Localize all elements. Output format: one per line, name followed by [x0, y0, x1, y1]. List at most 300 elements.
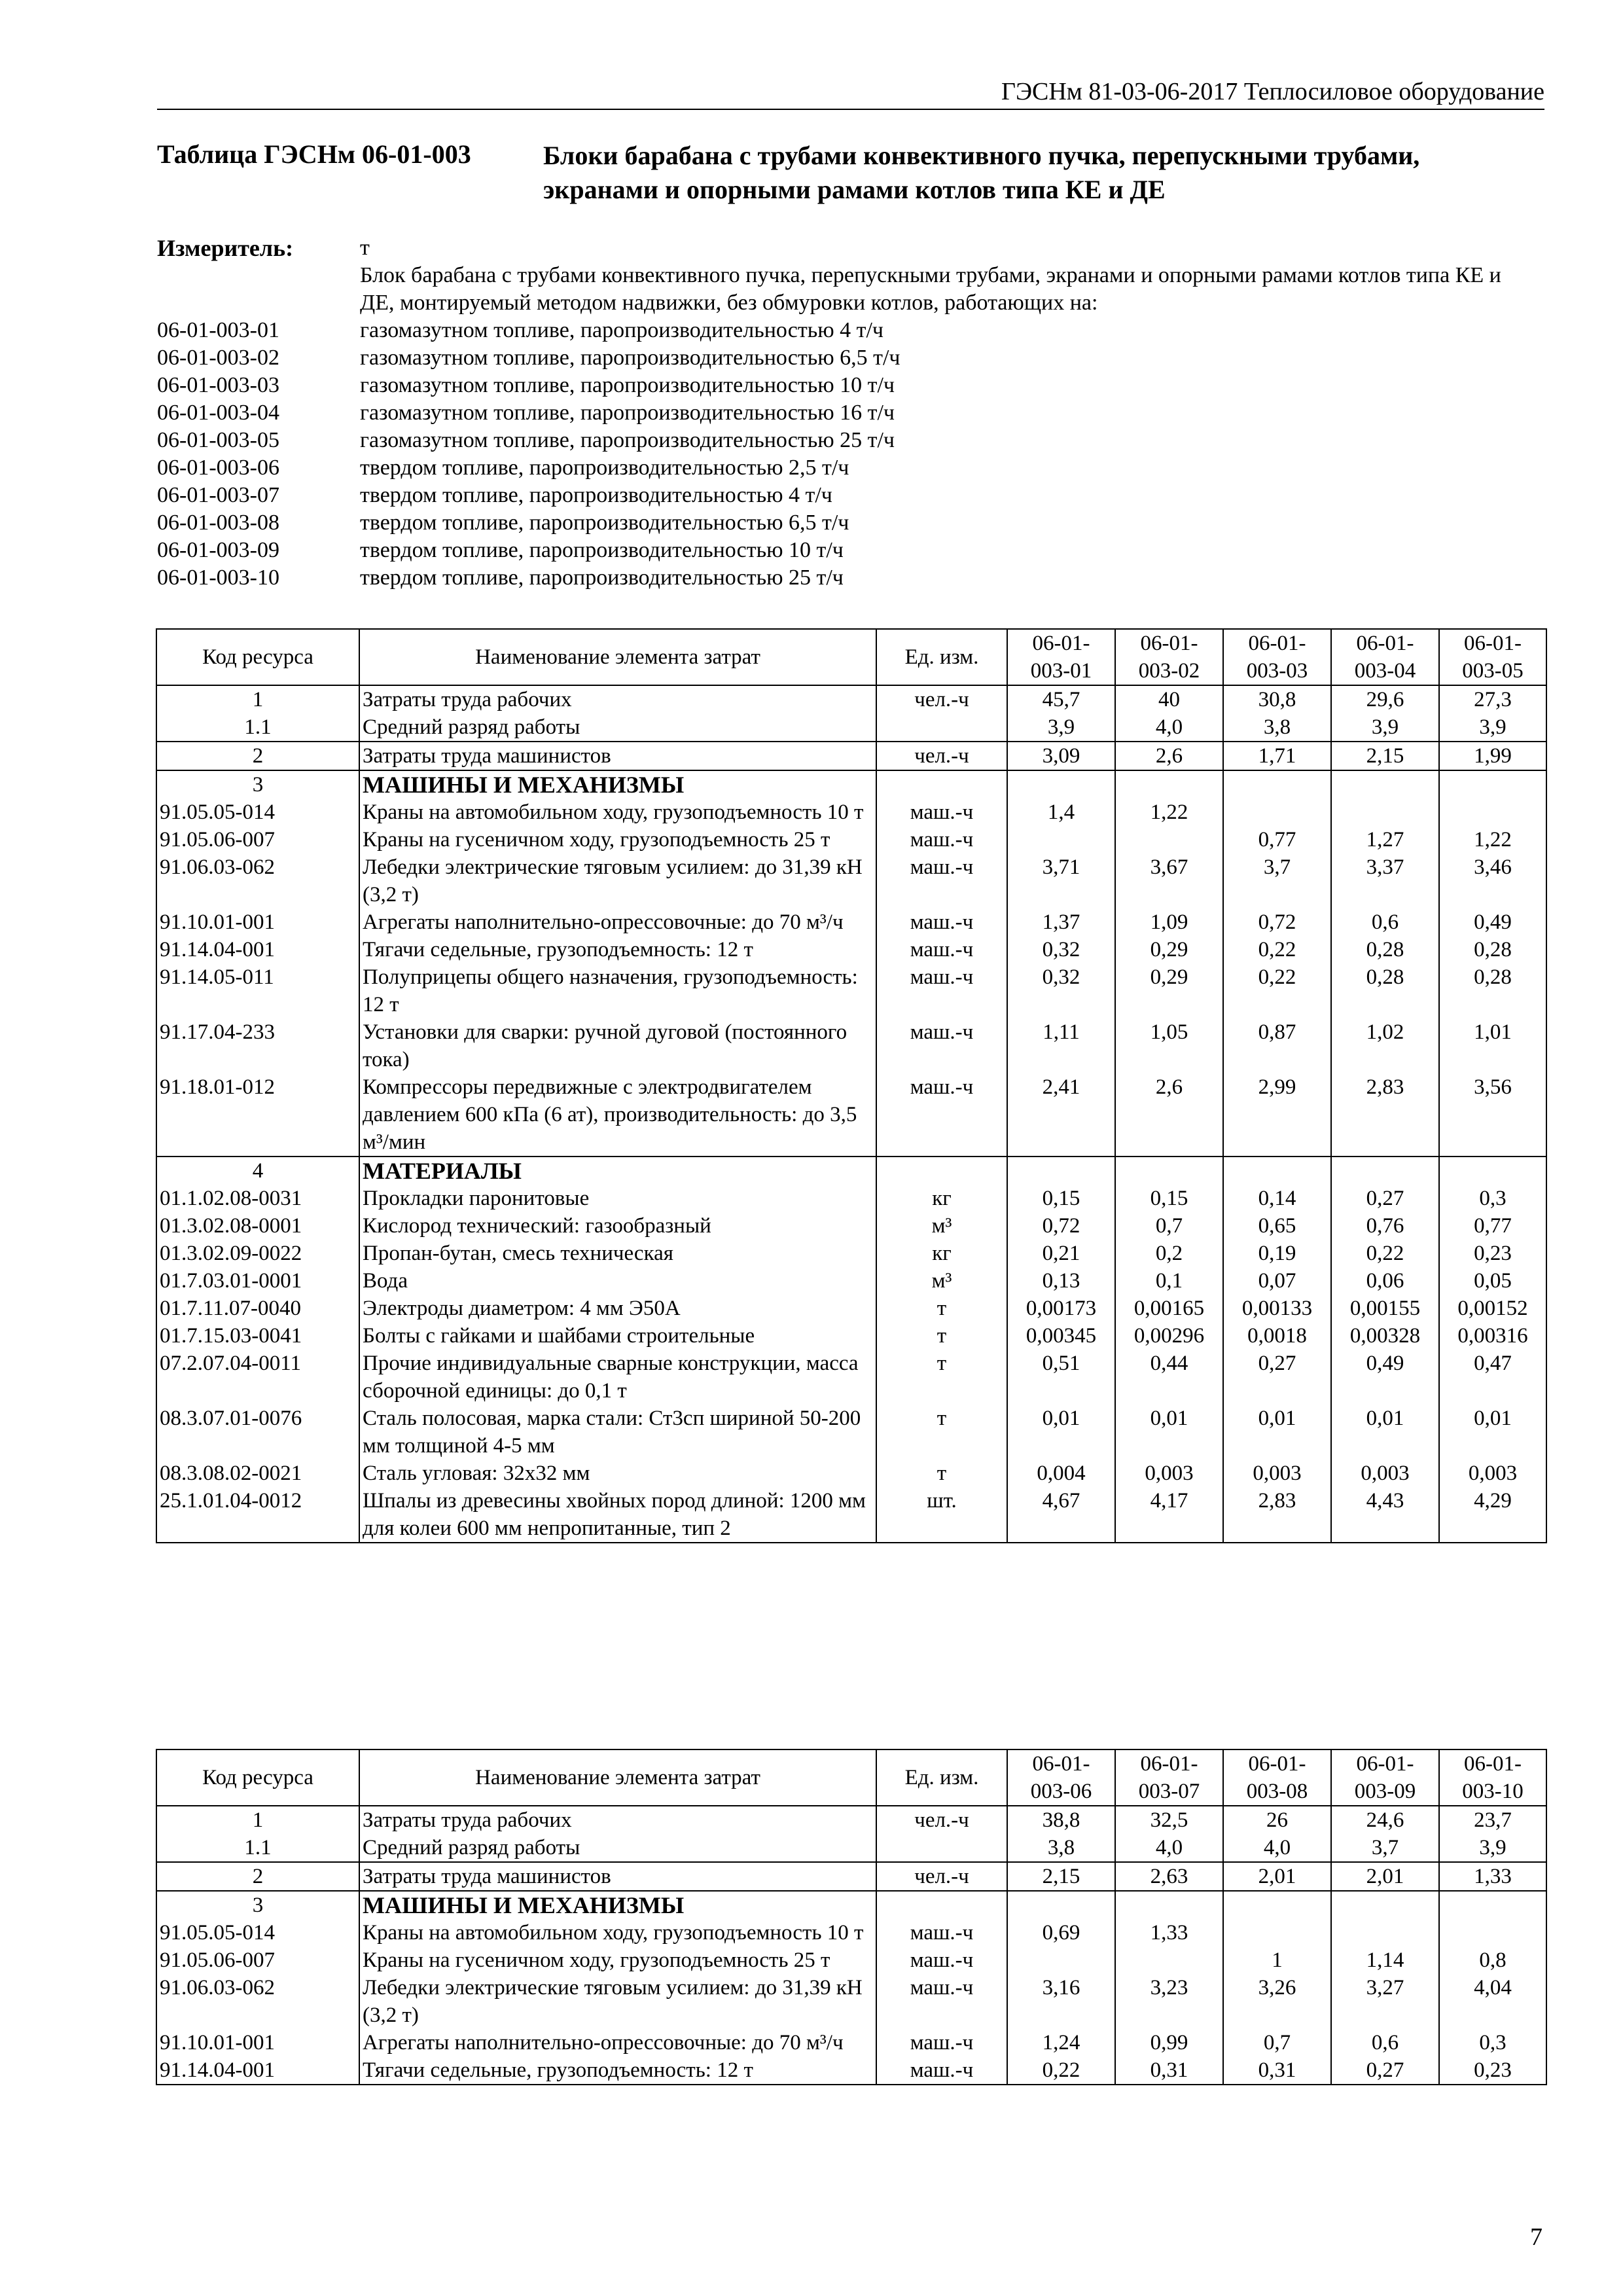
resource-code: 01.7.15.03-0041	[156, 1322, 359, 1350]
table-name: Блоки барабана с трубами конвективного пучка, перепускными трубами, экранами и опорными рамами котлов типа КЕ и ДЕ	[543, 141, 1420, 204]
resource-value: 3,9	[1439, 1834, 1546, 1862]
resource-value: 0,32	[1007, 936, 1115, 963]
resource-value: 1,27	[1331, 826, 1439, 853]
resource-code: 2	[156, 742, 359, 770]
resource-unit: м³	[876, 1267, 1007, 1295]
resource-value: 0,01	[1115, 1405, 1223, 1460]
col-header-norm: 06-01- 003-01	[1007, 629, 1115, 685]
norm-description: твердом топливе, паропроизводительностью 2,5 т/ч	[360, 456, 849, 480]
resource-value: 0,0018	[1223, 1322, 1331, 1350]
resource-value: 4,0	[1115, 1834, 1223, 1862]
resource-value: 0,32	[1007, 963, 1115, 1018]
resource-name: Прокладки паронитовые	[359, 1185, 876, 1212]
resource-value: 40	[1115, 685, 1223, 713]
resource-unit: чел.-ч	[876, 742, 1007, 770]
col-header-unit: Ед. изм.	[876, 1749, 1007, 1806]
resource-value: 3,67	[1115, 853, 1223, 908]
resource-value	[1439, 770, 1546, 798]
table-row	[156, 936, 1546, 963]
resource-code: 91.14.05-011	[156, 963, 359, 1018]
resource-value: 0,15	[1007, 1185, 1115, 1212]
norm-code: 06-01-003-06	[157, 456, 279, 480]
table-row	[156, 1405, 1546, 1460]
resource-value	[1223, 798, 1331, 826]
resource-value: 2,99	[1223, 1073, 1331, 1157]
resource-name: Компрессоры передвижные с электродвигателем давлением 600 кПа (6 ат), производительность: до 3,5 м³/мин	[359, 1073, 876, 1157]
resource-code: 01.7.11.07-0040	[156, 1295, 359, 1322]
resource-unit: т	[876, 1460, 1007, 1487]
resource-value: 24,6	[1331, 1806, 1439, 1834]
resource-value: 1,37	[1007, 908, 1115, 936]
resource-code: 91.17.04-233	[156, 1018, 359, 1073]
table-row	[156, 826, 1546, 853]
table-row	[156, 1919, 1546, 1946]
table-row	[156, 908, 1546, 936]
table-row	[156, 1018, 1546, 1073]
resource-value: 0,13	[1007, 1267, 1115, 1295]
resource-value: 3,26	[1223, 1974, 1331, 2029]
table-row	[156, 770, 1546, 798]
table-row	[156, 853, 1546, 908]
table-row	[156, 1974, 1546, 2029]
resource-code: 91.10.01-001	[156, 908, 359, 936]
resource-value: 0,003	[1115, 1460, 1223, 1487]
resource-name: Лебедки электрические тяговым усилием: до 31,39 кН (3,2 т)	[359, 1974, 876, 2029]
resource-code: 91.05.05-014	[156, 1919, 359, 1946]
resource-value: 0,003	[1223, 1460, 1331, 1487]
resource-value: 0,00345	[1007, 1322, 1115, 1350]
section-heading: МАШИНЫ И МЕХАНИЗМЫ	[359, 770, 876, 798]
resource-value: 0,19	[1223, 1240, 1331, 1267]
resource-table-1	[156, 628, 1547, 1543]
resource-value: 0,28	[1439, 963, 1546, 1018]
resource-value	[1007, 1157, 1115, 1185]
resource-value: 4,29	[1439, 1487, 1546, 1543]
resource-unit	[876, 1157, 1007, 1185]
resource-value: 3,46	[1439, 853, 1546, 908]
resource-value: 4,0	[1223, 1834, 1331, 1862]
resource-code: 91.05.06-007	[156, 826, 359, 853]
resource-value: 0,47	[1439, 1350, 1546, 1405]
resource-unit: маш.-ч	[876, 2029, 1007, 2056]
resource-value: 0,7	[1223, 2029, 1331, 2056]
resource-unit: шт.	[876, 1487, 1007, 1543]
table-row	[156, 1322, 1546, 1350]
norm-description: газомазутном топливе, паропроизводительностью 4 т/ч	[360, 318, 884, 342]
resource-unit: маш.-ч	[876, 853, 1007, 908]
norm-code: 06-01-003-07	[157, 483, 279, 507]
resource-value: 1,09	[1115, 908, 1223, 936]
table-row	[156, 1946, 1546, 1974]
resource-value: 30,8	[1223, 685, 1331, 713]
resource-name: Вода	[359, 1267, 876, 1295]
resource-code: 25.1.01.04-0012	[156, 1487, 359, 1543]
resource-value: 0,22	[1223, 963, 1331, 1018]
resource-value: 3,9	[1007, 713, 1115, 742]
resource-unit	[876, 1834, 1007, 1862]
table-row	[156, 1891, 1546, 1919]
resource-name: Затраты труда машинистов	[359, 742, 876, 770]
resource-name: Затраты труда машинистов	[359, 1862, 876, 1891]
resource-value	[1115, 1946, 1223, 1974]
table-row	[156, 1267, 1546, 1295]
resource-name: Установки для сварки: ручной дуговой (постоянного тока)	[359, 1018, 876, 1073]
resource-value: 0,29	[1115, 963, 1223, 1018]
table-row	[156, 685, 1546, 713]
resource-value	[1331, 770, 1439, 798]
resource-value	[1223, 770, 1331, 798]
resource-value: 0,06	[1331, 1267, 1439, 1295]
resource-value	[1439, 1919, 1546, 1946]
resource-value	[1439, 1157, 1546, 1185]
table-row	[156, 713, 1546, 742]
resource-value: 1,24	[1007, 2029, 1115, 2056]
resource-value: 0,28	[1439, 936, 1546, 963]
resource-value: 4,67	[1007, 1487, 1115, 1543]
resource-unit: маш.-ч	[876, 2056, 1007, 2085]
resource-name: Сталь полосовая, марка стали: Ст3сп шириной 50-200 мм толщиной 4-5 мм	[359, 1405, 876, 1460]
table-row	[156, 1157, 1546, 1185]
resource-table-2	[156, 1749, 1547, 2085]
norm-item	[157, 399, 1544, 427]
resource-name: Средний разряд работы	[359, 1834, 876, 1862]
resource-code: 1	[156, 685, 359, 713]
norm-code: 06-01-003-03	[157, 373, 279, 397]
resource-value: 1,05	[1115, 1018, 1223, 1073]
resource-code: 4	[156, 1157, 359, 1185]
resource-value: 2,83	[1223, 1487, 1331, 1543]
resource-value: 3,23	[1115, 1974, 1223, 2029]
resource-code: 91.10.01-001	[156, 2029, 359, 2056]
resource-unit: чел.-ч	[876, 1806, 1007, 1834]
resource-value: 0,3	[1439, 2029, 1546, 2056]
table-row	[156, 1295, 1546, 1322]
resource-value	[1331, 1919, 1439, 1946]
resource-code: 91.06.03-062	[156, 853, 359, 908]
resource-value: 0,1	[1115, 1267, 1223, 1295]
resource-name: Тягачи седельные, грузоподъемность: 12 т	[359, 2056, 876, 2085]
resource-value: 0,00173	[1007, 1295, 1115, 1322]
resource-unit: маш.-ч	[876, 1073, 1007, 1157]
resource-value: 0,23	[1439, 1240, 1546, 1267]
resource-value: 1,02	[1331, 1018, 1439, 1073]
resource-value: 4,04	[1439, 1974, 1546, 2029]
resource-value: 0,15	[1115, 1185, 1223, 1212]
norm-item	[157, 427, 1544, 454]
resource-value: 0,01	[1223, 1405, 1331, 1460]
norm-description: газомазутном топливе, паропроизводительностью 10 т/ч	[360, 373, 895, 397]
section-heading: МАТЕРИАЛЫ	[359, 1157, 876, 1185]
resource-code: 01.3.02.08-0001	[156, 1212, 359, 1240]
resource-value	[1115, 1891, 1223, 1919]
header-text: ГЭСНм 81-03-06-2017 Теплосиловое оборудование	[1001, 78, 1544, 105]
resource-value: 3,27	[1331, 1974, 1439, 2029]
table-row	[156, 1460, 1546, 1487]
resource-code: 91.14.04-001	[156, 936, 359, 963]
resource-value: 1	[1223, 1946, 1331, 1974]
resource-value	[1439, 1891, 1546, 1919]
resource-value	[1331, 1157, 1439, 1185]
resource-unit: маш.-ч	[876, 798, 1007, 826]
norm-description: твердом топливе, паропроизводительностью 25 т/ч	[360, 565, 844, 590]
resource-code: 91.05.06-007	[156, 1946, 359, 1974]
resource-value: 2,6	[1115, 1073, 1223, 1157]
resource-value: 0,22	[1223, 936, 1331, 963]
resource-value	[1007, 770, 1115, 798]
norm-description: газомазутном топливе, паропроизводительностью 16 т/ч	[360, 401, 895, 425]
resource-value: 0,87	[1223, 1018, 1331, 1073]
resource-code: 01.3.02.09-0022	[156, 1240, 359, 1267]
resource-value: 0,22	[1331, 1240, 1439, 1267]
table-row	[156, 963, 1546, 1018]
resource-value: 27,3	[1439, 685, 1546, 713]
col-header-norm: 06-01- 003-04	[1331, 629, 1439, 685]
col-header-norm: 06-01- 003-10	[1439, 1749, 1546, 1806]
resource-value: 0,7	[1115, 1212, 1223, 1240]
resource-value: 0,00152	[1439, 1295, 1546, 1322]
col-header-unit: Ед. изм.	[876, 629, 1007, 685]
resource-name: Шпалы из древесины хвойных пород длиной: 1200 мм для колеи 600 мм непропитанные, тип 2	[359, 1487, 876, 1543]
table-row	[156, 1240, 1546, 1267]
resource-value: 0,003	[1331, 1460, 1439, 1487]
resource-value: 23,7	[1439, 1806, 1546, 1834]
resource-name: Электроды диаметром: 4 мм Э50А	[359, 1295, 876, 1322]
resource-value: 0,07	[1223, 1267, 1331, 1295]
resource-value: 0,23	[1439, 2056, 1546, 2085]
resource-value	[1007, 1946, 1115, 1974]
col-header-norm: 06-01- 003-03	[1223, 629, 1331, 685]
resource-value: 1,99	[1439, 742, 1546, 770]
resource-code: 91.06.03-062	[156, 1974, 359, 2029]
resource-value: 2,15	[1007, 1862, 1115, 1891]
resource-value	[1331, 798, 1439, 826]
resource-code: 2	[156, 1862, 359, 1891]
resource-unit: чел.-ч	[876, 685, 1007, 713]
resource-unit: чел.-ч	[876, 1862, 1007, 1891]
resource-unit: маш.-ч	[876, 936, 1007, 963]
resource-code: 1.1	[156, 1834, 359, 1862]
resource-value: 1,33	[1439, 1862, 1546, 1891]
resource-value: 0,65	[1223, 1212, 1331, 1240]
resource-value: 0,28	[1331, 963, 1439, 1018]
norm-description: твердом топливе, паропроизводительностью 4 т/ч	[360, 483, 832, 507]
resource-value: 0,31	[1115, 2056, 1223, 2085]
resource-value: 4,43	[1331, 1487, 1439, 1543]
resource-value: 0,05	[1439, 1267, 1546, 1295]
norm-code: 06-01-003-09	[157, 538, 279, 562]
resource-value: 2,01	[1223, 1862, 1331, 1891]
resource-name: Болты с гайками и шайбами строительные	[359, 1322, 876, 1350]
resource-code: 08.3.07.01-0076	[156, 1405, 359, 1460]
meter-unit: т	[360, 236, 370, 260]
resource-name: Краны на гусеничном ходу, грузоподъемность 25 т	[359, 1946, 876, 1974]
resource-value: 0,6	[1331, 908, 1439, 936]
resource-name: Краны на гусеничном ходу, грузоподъемность 25 т	[359, 826, 876, 853]
norm-code: 06-01-003-04	[157, 401, 279, 425]
resource-name: Затраты труда рабочих	[359, 1806, 876, 1834]
resource-value: 2,63	[1115, 1862, 1223, 1891]
resource-unit	[876, 770, 1007, 798]
resource-name: Тягачи седельные, грузоподъемность: 12 т	[359, 936, 876, 963]
resource-value	[1439, 798, 1546, 826]
resource-value: 0,72	[1223, 908, 1331, 936]
norm-item	[157, 537, 1544, 564]
resource-unit: маш.-ч	[876, 1946, 1007, 1974]
col-header-code: Код ресурса	[156, 629, 359, 685]
resource-value: 3,8	[1007, 1834, 1115, 1862]
norm-code: 06-01-003-05	[157, 428, 279, 452]
resource-value: 0,004	[1007, 1460, 1115, 1487]
col-header-norm: 06-01- 003-07	[1115, 1749, 1223, 1806]
resource-value: 0,28	[1331, 936, 1439, 963]
resource-value: 0,44	[1115, 1350, 1223, 1405]
resource-name: Краны на автомобильном ходу, грузоподъемность 10 т	[359, 798, 876, 826]
resource-unit: маш.-ч	[876, 963, 1007, 1018]
resource-value: 1,14	[1331, 1946, 1439, 1974]
page-number: 7	[1530, 2223, 1543, 2251]
resource-unit: маш.-ч	[876, 826, 1007, 853]
table-row	[156, 1806, 1546, 1834]
resource-name: Агрегаты наполнительно-опрессовочные: до 70 м³/ч	[359, 2029, 876, 2056]
resource-value: 0,76	[1331, 1212, 1439, 1240]
resource-value: 3,9	[1331, 713, 1439, 742]
resource-value: 38,8	[1007, 1806, 1115, 1834]
resource-code: 3	[156, 1891, 359, 1919]
norm-item	[157, 344, 1544, 372]
table-row	[156, 1212, 1546, 1240]
resource-name: Средний разряд работы	[359, 713, 876, 742]
resource-unit: маш.-ч	[876, 1919, 1007, 1946]
col-header-code: Код ресурса	[156, 1749, 359, 1806]
resource-value: 0,49	[1331, 1350, 1439, 1405]
norm-item	[157, 509, 1544, 537]
resource-value: 0,51	[1007, 1350, 1115, 1405]
norm-list	[157, 317, 1544, 592]
resource-code: 3	[156, 770, 359, 798]
col-header-norm: 06-01- 003-02	[1115, 629, 1223, 685]
resource-value: 4,0	[1115, 713, 1223, 742]
resource-unit: т	[876, 1322, 1007, 1350]
norm-item	[157, 482, 1544, 509]
resource-value: 0,01	[1439, 1405, 1546, 1460]
resource-value	[1007, 1891, 1115, 1919]
resource-value: 0,27	[1331, 2056, 1439, 2085]
resource-value: 0,00133	[1223, 1295, 1331, 1322]
resource-value: 1,01	[1439, 1018, 1546, 1073]
norm-code: 06-01-003-08	[157, 511, 279, 535]
resource-value: 0,27	[1223, 1350, 1331, 1405]
table-row	[156, 742, 1546, 770]
resource-unit: т	[876, 1295, 1007, 1322]
resource-name: Полуприцепы общего назначения, грузоподъемность: 12 т	[359, 963, 876, 1018]
resource-code: 91.18.01-012	[156, 1073, 359, 1157]
resource-name: Пропан-бутан, смесь техническая	[359, 1240, 876, 1267]
resource-code: 07.2.07.04-0011	[156, 1350, 359, 1405]
norm-description: твердом топливе, паропроизводительностью 6,5 т/ч	[360, 511, 849, 535]
resource-value: 3,71	[1007, 853, 1115, 908]
col-header-norm: 06-01- 003-08	[1223, 1749, 1331, 1806]
resource-value: 0,003	[1439, 1460, 1546, 1487]
norm-item	[157, 317, 1544, 344]
norm-item	[157, 564, 1544, 592]
resource-unit	[876, 1891, 1007, 1919]
col-header-norm: 06-01- 003-06	[1007, 1749, 1115, 1806]
resource-value: 3,7	[1223, 853, 1331, 908]
resource-value: 0,14	[1223, 1185, 1331, 1212]
resource-value: 0,01	[1331, 1405, 1439, 1460]
resource-value: 2,01	[1331, 1862, 1439, 1891]
resource-unit	[876, 713, 1007, 742]
resource-value: 45,7	[1007, 685, 1115, 713]
resource-value: 0,00296	[1115, 1322, 1223, 1350]
resource-value: 26	[1223, 1806, 1331, 1834]
resource-value: 0,29	[1115, 936, 1223, 963]
col-header-name: Наименование элемента затрат	[359, 1749, 876, 1806]
resource-value	[1331, 1891, 1439, 1919]
meter-intro: Блок барабана с трубами конвективного пучка, перепускными трубами, экранами и опорными рамами котлов типа КЕ и ДЕ, монтируемый методом надвижки, без обмуровки котлов, работающих на:	[360, 263, 1501, 315]
resource-value: 3,09	[1007, 742, 1115, 770]
resource-value: 3,7	[1331, 1834, 1439, 1862]
resource-value: 2,83	[1331, 1073, 1439, 1157]
resource-value: 1,11	[1007, 1018, 1115, 1073]
resource-value: 2,6	[1115, 742, 1223, 770]
resource-value: 1,33	[1115, 1919, 1223, 1946]
resource-name: Краны на автомобильном ходу, грузоподъемность 10 т	[359, 1919, 876, 1946]
table-row	[156, 1834, 1546, 1862]
resource-name: Сталь угловая: 32х32 мм	[359, 1460, 876, 1487]
table-row	[156, 2029, 1546, 2056]
resource-unit: кг	[876, 1240, 1007, 1267]
resource-value: 0,99	[1115, 2029, 1223, 2056]
resource-value: 0,00165	[1115, 1295, 1223, 1322]
norm-description: газомазутном топливе, паропроизводительностью 6,5 т/ч	[360, 346, 901, 370]
resource-value: 0,00328	[1331, 1322, 1439, 1350]
resource-value: 3,8	[1223, 713, 1331, 742]
resource-value: 0,49	[1439, 908, 1546, 936]
table-row	[156, 1862, 1546, 1891]
resource-name: Прочие индивидуальные сварные конструкции, масса сборочной единицы: до 0,1 т	[359, 1350, 876, 1405]
resource-value: 1,22	[1115, 798, 1223, 826]
resource-code: 1	[156, 1806, 359, 1834]
col-header-norm: 06-01- 003-09	[1331, 1749, 1439, 1806]
resource-value: 0,6	[1331, 2029, 1439, 2056]
resource-value	[1223, 1157, 1331, 1185]
table-row	[156, 1350, 1546, 1405]
table-row	[156, 1073, 1546, 1157]
resource-code: 91.14.04-001	[156, 2056, 359, 2085]
resource-value	[1115, 770, 1223, 798]
resource-unit: маш.-ч	[876, 908, 1007, 936]
resource-value: 0,31	[1223, 2056, 1331, 2085]
resource-value: 0,00155	[1331, 1295, 1439, 1322]
resource-value: 0,69	[1007, 1919, 1115, 1946]
resource-value	[1223, 1891, 1331, 1919]
table-row	[156, 1185, 1546, 1212]
resource-name: Кислород технический: газообразный	[359, 1212, 876, 1240]
col-header-norm: 06-01- 003-05	[1439, 629, 1546, 685]
resource-code: 08.3.08.02-0021	[156, 1460, 359, 1487]
page-header	[157, 63, 1544, 110]
resource-value: 0,8	[1439, 1946, 1546, 1974]
resource-value: 0,3	[1439, 1185, 1546, 1212]
resource-value: 0,01	[1007, 1405, 1115, 1460]
resource-name: Затраты труда рабочих	[359, 685, 876, 713]
resource-value: 0,00316	[1439, 1322, 1546, 1350]
resource-value: 0,27	[1331, 1185, 1439, 1212]
resource-name: Агрегаты наполнительно-опрессовочные: до 70 м³/ч	[359, 908, 876, 936]
resource-value: 4,17	[1115, 1487, 1223, 1543]
resource-value	[1007, 826, 1115, 853]
